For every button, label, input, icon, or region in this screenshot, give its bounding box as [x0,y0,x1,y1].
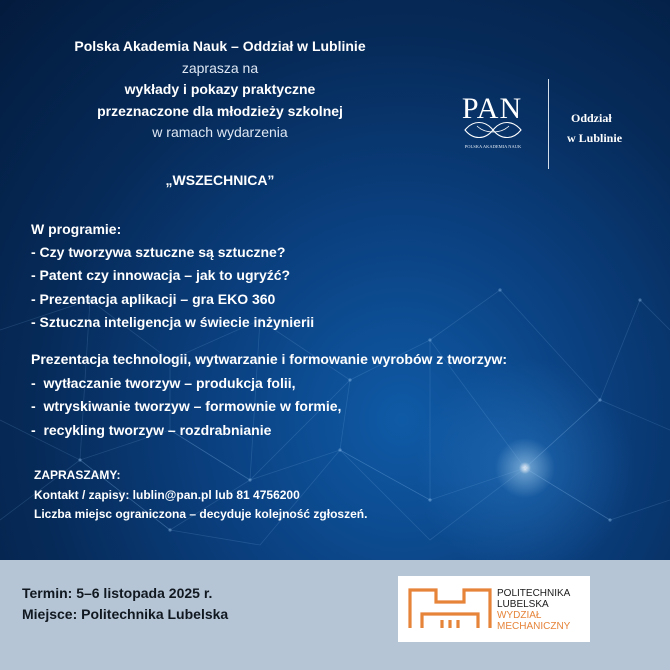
pan-logo-subtitle: POLSKA AKADEMIA NAUK [464,144,522,149]
invites-line: zaprasza na [181,59,259,76]
technology-section [31,348,507,442]
branch-line-2: w Lublinie [567,131,623,145]
footer-band [0,560,670,670]
technology-heading: Prezentacja technologii, wytwarzanie i formowanie wyrobów z tworzyw: [31,351,508,367]
technology-item: - recykling tworzyw – rozdrabnianie [31,421,272,438]
event-place: Miejsce: Politechnika Lubelska [22,606,229,622]
program-item: - Patent czy innowacja – jak to ugryźć? [31,267,291,284]
contact-details: Kontakt / zapisy: lublin@pan.pl lub 81 4756200 [34,487,300,502]
pan-logo [455,92,535,162]
program-heading: W programie: [31,221,122,237]
footer-info [22,583,228,625]
logo-divider [548,79,549,169]
contact-note: Liczba miejsc ograniczona – decyduje kolejność zgłoszeń. [34,507,368,521]
branch-label [567,108,622,148]
organizer-name: Polska Akademia Nauk – Oddział w Lublinie [74,38,366,54]
event-date: Termin: 5–6 listopada 2025 r. [22,585,213,601]
politechnika-logo-text [497,588,570,632]
pan-swirl-icon [459,116,527,144]
pan-logo-word: PAN [461,92,523,125]
program-section [31,218,314,334]
technology-item: - wytłaczanie tworzyw – produkcja folii, [31,374,296,391]
within-line: w ramach wydarzenia [152,124,288,140]
politechnika-logo [398,576,590,642]
audience-line: przeznaczone dla młodzieży szkolnej [97,102,343,119]
program-item: - Sztuczna inteligencja w świecie inżynierii [31,313,315,330]
lectures-line: wykłady i pokazy praktyczne [124,81,316,97]
technology-item: - wtryskiwanie tworzyw – formownie w formie, [31,398,342,414]
program-item: - Prezentacja aplikacji – gra EKO 360 [31,290,276,307]
contact-section [34,466,367,525]
program-item: - Czy tworzywa sztuczne są sztuczne? [31,244,286,261]
pl-line-1: POLITECHNIKA [497,588,571,599]
branch-line-1: Oddział [571,111,612,125]
pl-line-4: MECHANICZNY [497,621,571,632]
politechnika-mark-icon [408,588,492,630]
pl-line-2: LUBELSKA [497,599,549,610]
contact-invite: ZAPRASZAMY: [34,468,121,482]
pl-line-3: WYDZIAŁ [497,610,542,621]
event-name: „WSZECHNICA” [165,172,275,188]
invitation-text [0,36,440,144]
